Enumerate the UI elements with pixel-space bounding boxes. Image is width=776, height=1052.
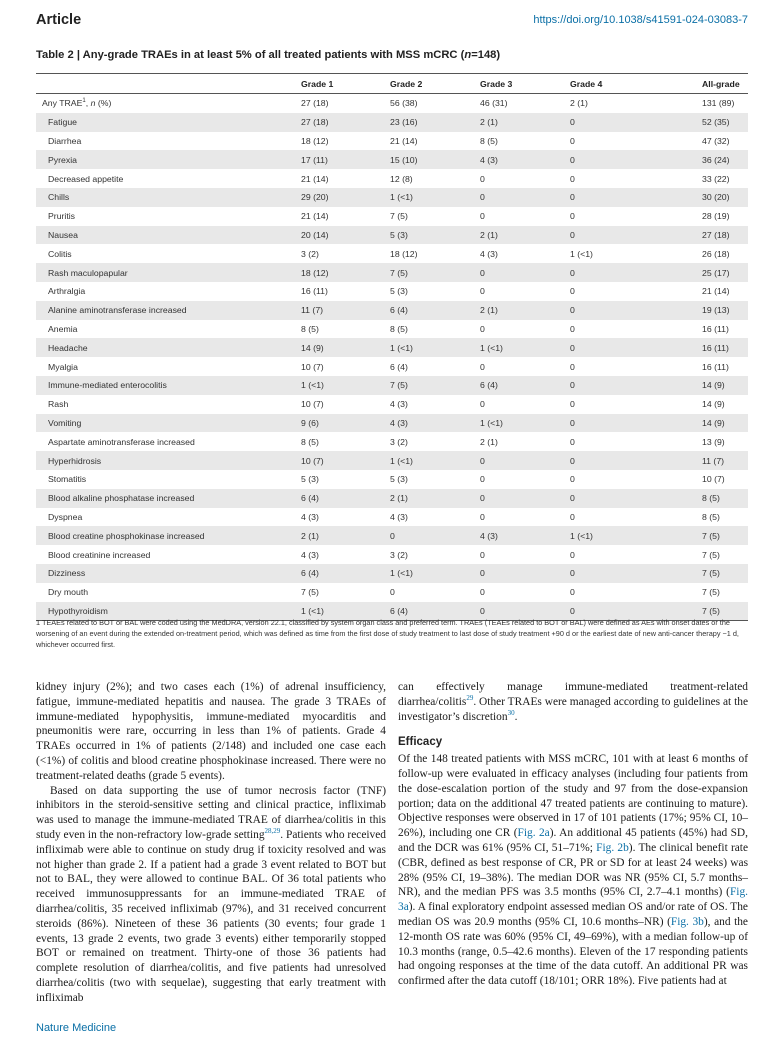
table-row xyxy=(36,508,748,527)
any-trae-row xyxy=(36,94,748,113)
table-row xyxy=(36,263,748,282)
cell-grade2: 5 (3) xyxy=(390,474,408,485)
row-label: Decreased appetite xyxy=(48,173,124,184)
cell-grade1: 10 (7) xyxy=(301,399,324,410)
row-label: Rash maculopapular xyxy=(36,263,295,282)
cell-grade2: 6 (4) xyxy=(384,602,474,621)
row-label: Blood creatinine increased xyxy=(48,549,151,560)
cell-grade4: 0 xyxy=(564,451,658,470)
cell-grade2: 4 (3) xyxy=(384,414,474,433)
table-row xyxy=(36,526,748,545)
table-footnote: 1 TEAEs related to BOT or BAL were coded using the MedDRA, version 22.1, classified by system organ class and preferred term. TRAEs (TEAEs related to BOT or BAL) were defined as AEs with onset dates or the worsening of an event during the extended on-treatment period, which was defined as time from the first dose of study treatment to last dose of study treatment +90 d or the earliest date of new anti-cancer therapy −1 d, whichever occurred first. xyxy=(36,618,739,649)
row-label: Diarrhea xyxy=(48,135,82,146)
doi-link[interactable]: https://doi.org/10.1038/s41591-024-03083-7 xyxy=(533,14,748,26)
figure-link[interactable]: Fig. 2a xyxy=(517,827,550,840)
cell-grade4: 0 xyxy=(564,263,658,282)
cell-grade2: 0 xyxy=(384,526,474,545)
reference-link[interactable]: 28,29 xyxy=(264,827,281,836)
paragraph xyxy=(398,680,748,724)
figure-link[interactable]: Fig. 2b xyxy=(596,841,629,854)
table-row xyxy=(36,451,748,470)
cell-grade1: 11 (7) xyxy=(295,301,384,320)
text-span: ). An additional 45 patients (45%) had SD, and the DCR was 61% (95% CI, 51–71%; xyxy=(398,827,748,854)
table-title-suffix: =148) xyxy=(471,49,501,61)
cell-grade3: 1 (<1) xyxy=(474,338,564,357)
cell-grade4: 0 xyxy=(564,338,658,357)
column-header xyxy=(36,74,295,94)
cell-grade4: 0 xyxy=(570,135,575,146)
text-span: Of the 148 treated patients with MSS mCRC, 101 with at least 6 months of follow-up were evaluated in efficacy analyses (including four patients from the dose-escalation portion of the study and 97 from the dose-expansion portion; data on the additional 47 treated patients are continuing to mature). Objective responses were observed in 17 of 101 patients (17%; 95% CI, 10–26%), including one CR ( xyxy=(398,753,748,840)
row-label: Blood creatine phosphokinase increased xyxy=(36,526,295,545)
row-label: Vomiting xyxy=(36,414,295,433)
cell-grade2: 21 (14) xyxy=(390,135,418,146)
cell-grade4: 0 xyxy=(564,226,658,245)
cell-grade1: 27 (18) xyxy=(295,113,384,132)
row-label: Immune-mediated enterocolitis xyxy=(36,376,295,395)
row-label: Pyrexia xyxy=(36,150,295,169)
cell-grade4: 0 xyxy=(564,489,658,508)
cell-all-grade: 36 (24) xyxy=(658,150,748,169)
table-row xyxy=(36,376,748,395)
column-header-grade1: Grade 1 xyxy=(295,74,384,94)
cell-grade2: 23 (16) xyxy=(384,113,474,132)
table-row xyxy=(36,244,748,263)
journal-name: Nature Medicine xyxy=(36,1022,117,1034)
cell-grade1: 16 (11) xyxy=(301,286,328,297)
cell-all-grade: 8 (5) xyxy=(702,511,720,522)
row-label: Arthralgia xyxy=(48,286,86,297)
cell-grade3: 0 xyxy=(474,564,564,583)
row-label: Colitis xyxy=(48,248,72,259)
cell-grade1: 4 (3) xyxy=(301,549,319,560)
column-header-grade3: Grade 3 xyxy=(474,74,564,94)
cell-grade3: 46 (31) xyxy=(480,98,508,109)
cell-grade1: 6 (4) xyxy=(295,489,384,508)
cell-all-grade: 16 (11) xyxy=(658,338,748,357)
cell-all-grade: 14 (9) xyxy=(658,376,748,395)
cell-grade2: 0 xyxy=(390,587,395,598)
cell-grade3: 2 (1) xyxy=(480,436,498,447)
cell-grade3: 0 xyxy=(480,511,485,522)
cell-grade3: 0 xyxy=(474,489,564,508)
cell-grade2: 2 (1) xyxy=(384,489,474,508)
cell-all-grade: 16 (11) xyxy=(702,361,729,372)
cell-grade1: 18 (12) xyxy=(301,135,329,146)
cell-all-grade: 8 (5) xyxy=(658,489,748,508)
cell-grade4: 0 xyxy=(564,602,658,621)
text-span: Based on data supporting the use of tumor necrosis factor (TNF) inhibitors in the steroid-sensitive setting and clinical practice, infliximab was used to manage the immune-mediated TRAE of diarrhea/colitis in this study even in the non-refractory low-grade setting xyxy=(36,784,386,841)
cell-grade3: 0 xyxy=(474,451,564,470)
cell-grade2: 4 (3) xyxy=(390,399,408,410)
table-row xyxy=(36,564,748,583)
any-trae-label-pct: (%) xyxy=(95,98,112,109)
cell-grade4: 0 xyxy=(570,286,575,297)
table-row xyxy=(36,226,748,245)
cell-grade1: 5 (3) xyxy=(301,474,319,485)
table-row xyxy=(36,207,748,226)
cell-grade4: 0 xyxy=(564,376,658,395)
text-span: can effectively manage immune-mediated treatment-related diarrhea/colitis xyxy=(398,681,748,708)
cell-all-grade: 10 (7) xyxy=(702,474,725,485)
table-row xyxy=(36,169,748,188)
cell-grade1: 1 (<1) xyxy=(295,376,384,395)
cell-grade2: 18 (12) xyxy=(390,248,418,259)
cell-grade1: 3 (2) xyxy=(301,248,319,259)
row-label: Anemia xyxy=(48,323,78,334)
table-row xyxy=(36,188,748,207)
cell-all-grade: 30 (20) xyxy=(658,188,748,207)
cell-grade1: 20 (14) xyxy=(295,226,384,245)
section-heading: Efficacy xyxy=(398,736,443,749)
text-span: . xyxy=(514,710,518,723)
row-label: Stomatitis xyxy=(48,474,87,485)
cell-grade4: 0 xyxy=(564,301,658,320)
column-header-grade2: Grade 2 xyxy=(384,74,474,94)
cell-grade2: 8 (5) xyxy=(390,323,408,334)
cell-grade3: 8 (5) xyxy=(480,135,498,146)
cell-grade2: 4 (3) xyxy=(390,511,408,522)
cell-grade2: 7 (5) xyxy=(390,211,408,222)
row-label: Chills xyxy=(36,188,295,207)
cell-grade3: 0 xyxy=(480,286,485,297)
table-title xyxy=(36,49,500,61)
cell-grade3: 0 xyxy=(480,549,485,560)
figure-link[interactable]: Fig. 3a xyxy=(398,886,748,914)
cell-grade4: 0 xyxy=(570,323,575,334)
cell-grade4: 0 xyxy=(570,587,575,598)
cell-grade1: 14 (9) xyxy=(295,338,384,357)
text-span: . Patients who received infliximab were able to continue on study drug if toxicity resolved and was not higher than grade 2. If a patient had a grade 3 event related to BOT but not to BAL, they were allowed to continue BAL. Of 36 total patients who received immunosuppressants for an immune-mediated TRAE of diarrhea/colitis, 35 received infliximab (97%), and 31 received concurrent steroids (86%). Nineteen of these 36 patients (30 events; four grade 1 events, 13 grade 2 events, two grade 3 events) either temporarily stopped BOT or remained on treatment. Thirty-one of those 36 patients had complete resolution of diarrhea/colitis, and five patients had unresolved diarrhea/colitis (two with sequelae), suggesting that early treatment with infliximab xyxy=(36,828,386,1004)
cell-all-grade: 27 (18) xyxy=(658,226,748,245)
table-row xyxy=(36,489,748,508)
cell-grade1: 6 (4) xyxy=(295,564,384,583)
cell-grade1: 9 (6) xyxy=(295,414,384,433)
cell-all-grade: 28 (19) xyxy=(702,211,730,222)
row-label: Fatigue xyxy=(36,113,295,132)
text-span: . Other TRAEs were managed according to guidelines at the investigator’s discretion xyxy=(398,695,748,723)
table-row xyxy=(36,583,748,602)
cell-grade3: 4 (3) xyxy=(474,526,564,545)
cell-grade3: 0 xyxy=(480,323,485,334)
cell-grade1: 10 (7) xyxy=(295,451,384,470)
cell-grade3: 0 xyxy=(480,587,485,598)
reference-link[interactable]: 29 xyxy=(466,694,474,702)
cell-grade1: 21 (14) xyxy=(301,173,329,184)
cell-grade3: 2 (1) xyxy=(474,113,564,132)
row-label: Nausea xyxy=(36,226,295,245)
cell-all-grade: 14 (9) xyxy=(658,414,748,433)
cell-all-grade: 26 (18) xyxy=(702,248,730,259)
cell-all-grade: 11 (7) xyxy=(658,451,748,470)
cell-all-grade: 131 (89) xyxy=(702,98,735,109)
cell-grade1: 10 (7) xyxy=(301,361,324,372)
cell-grade2: 6 (4) xyxy=(390,361,408,372)
figure-link[interactable]: Fig. 3b xyxy=(670,915,704,928)
table-row xyxy=(36,113,748,132)
table-row xyxy=(36,132,748,151)
row-label: Dyspnea xyxy=(48,511,83,522)
cell-grade2: 3 (2) xyxy=(390,436,408,447)
text-span: ), and the 12-month OS rate was 60% (95% CI, 49–69%), with a median follow-up of 10.3 months (range, 0.5–42.6 months). Eleven of the 17 responding patients had ongoing responses at the time of the data cutoff. An additional PR was confirmed after the data cutoff (18/101; ORR 18%). Five patients had at xyxy=(398,915,748,988)
table-row xyxy=(36,301,748,320)
cell-grade2: 6 (4) xyxy=(384,301,474,320)
cell-grade2: 3 (2) xyxy=(390,549,408,560)
trae-table xyxy=(36,73,748,621)
cell-all-grade: 47 (32) xyxy=(702,135,730,146)
cell-all-grade: 7 (5) xyxy=(658,602,748,621)
article-type-label: Article xyxy=(36,12,82,28)
cell-grade4: 0 xyxy=(564,414,658,433)
cell-all-grade: 25 (17) xyxy=(658,263,748,282)
table-row xyxy=(36,150,748,169)
any-trae-label: Any TRAE xyxy=(42,98,83,109)
text-span: ). A final exploratory endpoint assessed median OS and/or rate of OS. The median OS was 20.9 months (95% CI, 10.6 months–NR) ( xyxy=(398,901,748,928)
cell-grade2: 5 (3) xyxy=(384,226,474,245)
row-label: Headache xyxy=(36,338,295,357)
cell-grade3: 0 xyxy=(474,263,564,282)
body-column-left xyxy=(36,680,386,1006)
table-header-row xyxy=(36,74,748,94)
cell-all-grade: 7 (5) xyxy=(658,526,748,545)
cell-grade2: 1 (<1) xyxy=(384,188,474,207)
row-label: Rash xyxy=(48,399,69,410)
row-label xyxy=(36,94,295,113)
table-row xyxy=(36,395,748,414)
cell-grade4: 0 xyxy=(564,564,658,583)
cell-grade4: 0 xyxy=(564,113,658,132)
cell-grade3: 0 xyxy=(480,474,485,485)
cell-grade4: 0 xyxy=(570,211,575,222)
cell-all-grade: 52 (35) xyxy=(658,113,748,132)
cell-grade3: 1 (<1) xyxy=(474,414,564,433)
cell-grade2: 56 (38) xyxy=(390,98,418,109)
cell-grade4: 2 (1) xyxy=(570,98,588,109)
cell-all-grade: 33 (22) xyxy=(702,173,730,184)
row-label: Myalgia xyxy=(48,361,78,372)
cell-all-grade: 21 (14) xyxy=(702,286,730,297)
table-title-n: n xyxy=(464,49,472,61)
table-title-prefix: Table 2 | Any-grade TRAEs in at least 5% of all treated patients with MSS mCRC ( xyxy=(36,49,465,61)
table-body xyxy=(36,94,748,621)
cell-grade4: 1 (<1) xyxy=(570,248,593,259)
cell-grade1: 7 (5) xyxy=(301,587,319,598)
row-label: Hypothyroidism xyxy=(36,602,295,621)
table-row xyxy=(36,545,748,564)
table-row xyxy=(36,470,748,489)
row-label: Alanine aminotransferase increased xyxy=(36,301,295,320)
cell-grade4: 0 xyxy=(564,188,658,207)
cell-grade3: 0 xyxy=(480,399,485,410)
cell-grade1: 17 (11) xyxy=(295,150,384,169)
table-row xyxy=(36,432,748,451)
cell-grade2: 15 (10) xyxy=(384,150,474,169)
cell-grade2: 1 (<1) xyxy=(384,564,474,583)
footnote-marker: 1 xyxy=(82,98,86,105)
cell-grade1: 18 (12) xyxy=(295,263,384,282)
cell-grade3: 2 (1) xyxy=(474,301,564,320)
column-header-grade4: Grade 4 xyxy=(564,74,658,94)
paragraph xyxy=(36,784,386,1006)
row-label: Aspartate aminotransferase increased xyxy=(48,436,195,447)
cell-all-grade: 7 (5) xyxy=(658,564,748,583)
cell-grade4: 0 xyxy=(570,474,575,485)
cell-grade3: 0 xyxy=(474,188,564,207)
cell-grade1: 27 (18) xyxy=(301,98,329,109)
cell-grade4: 0 xyxy=(570,399,575,410)
cell-grade2: 7 (5) xyxy=(384,263,474,282)
cell-grade2: 1 (<1) xyxy=(384,451,474,470)
any-trae-label-n: n xyxy=(90,98,96,109)
page-header xyxy=(36,12,748,32)
cell-grade2: 7 (5) xyxy=(384,376,474,395)
cell-grade2: 12 (8) xyxy=(390,173,413,184)
paragraph: kidney injury (2%); and two cases each (1%) of adrenal insufficiency, fatigue, immune-mediated hepatitis and nausea. The grade 3 TRAEs of immune-mediated hypophysitis, immune-mediated myocarditis and pneumonitis were rare, occurring in less than 1% of patients. Grade 4 TRAEs occurred in 1% of patients (2/148) and included one case each (<1%) of colitis and blood creatine phosphokinase increased. There were no treatment-related deaths (grade 5 events). xyxy=(36,681,386,782)
body-column-right xyxy=(398,680,748,989)
cell-grade1: 8 (5) xyxy=(301,323,319,334)
cell-grade3: 2 (1) xyxy=(474,226,564,245)
cell-grade4: 0 xyxy=(570,549,575,560)
table-row xyxy=(36,320,748,339)
row-label: Blood alkaline phosphatase increased xyxy=(36,489,295,508)
row-label: Hyperhidrosis xyxy=(36,451,295,470)
cell-grade3: 4 (3) xyxy=(480,248,498,259)
row-label: Dry mouth xyxy=(48,587,89,598)
cell-grade2: 1 (<1) xyxy=(384,338,474,357)
text-span: ). The clinical benefit rate (CBR, defined as best response of CR, PR or SD for at least 24 weeks) was 28% (95% CI, 19–38%). The median DOR was NR (95% CI, 5.7 months–NR), and the median PFS was 3.5 months (95% CI, 2.7–4.1 months) ( xyxy=(398,841,749,899)
any-trae-label-sep: , xyxy=(85,98,91,109)
cell-grade1: 4 (3) xyxy=(301,511,319,522)
cell-grade4: 0 xyxy=(570,361,575,372)
cell-grade2: 5 (3) xyxy=(390,286,408,297)
cell-grade3: 4 (3) xyxy=(474,150,564,169)
cell-grade3: 0 xyxy=(474,602,564,621)
table-row xyxy=(36,414,748,433)
cell-grade4: 0 xyxy=(564,150,658,169)
cell-grade1: 1 (<1) xyxy=(295,602,384,621)
cell-grade3: 0 xyxy=(480,173,485,184)
cell-all-grade: 19 (13) xyxy=(658,301,748,320)
cell-all-grade: 16 (11) xyxy=(702,323,729,334)
cell-grade4: 1 (<1) xyxy=(564,526,658,545)
cell-grade1: 29 (20) xyxy=(295,188,384,207)
row-label: Dizziness xyxy=(36,564,295,583)
cell-all-grade: 7 (5) xyxy=(702,587,720,598)
paragraph xyxy=(398,752,748,989)
cell-grade1: 21 (14) xyxy=(301,211,329,222)
cell-grade4: 0 xyxy=(570,511,575,522)
cell-grade1: 8 (5) xyxy=(301,436,319,447)
cell-grade3: 0 xyxy=(480,361,485,372)
table-row xyxy=(36,338,748,357)
cell-all-grade: 13 (9) xyxy=(702,436,725,447)
column-header-all-grade: All-grade xyxy=(658,74,748,94)
cell-grade1: 2 (1) xyxy=(295,526,384,545)
cell-all-grade: 7 (5) xyxy=(702,549,720,560)
cell-grade4: 0 xyxy=(570,173,575,184)
cell-all-grade: 14 (9) xyxy=(702,399,725,410)
cell-grade3: 6 (4) xyxy=(474,376,564,395)
cell-grade4: 0 xyxy=(570,436,575,447)
cell-grade3: 0 xyxy=(480,211,485,222)
row-label: Pruritis xyxy=(48,211,76,222)
table-row xyxy=(36,357,748,376)
table-row xyxy=(36,282,748,301)
reference-link[interactable]: 30 xyxy=(507,708,515,717)
